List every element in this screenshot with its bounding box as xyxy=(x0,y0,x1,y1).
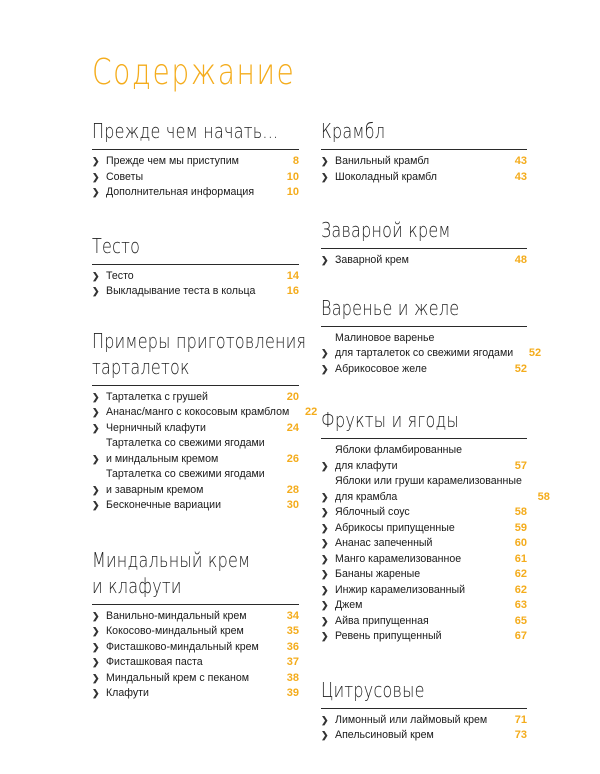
section-heading-text xyxy=(321,295,527,321)
toc-entry[interactable] xyxy=(321,713,527,729)
toc-entry-page-number: 59 xyxy=(514,521,527,534)
section-heading-text xyxy=(321,677,527,703)
toc-entry[interactable] xyxy=(92,154,299,170)
section-divider xyxy=(92,385,299,386)
section-heading-text xyxy=(92,118,299,144)
toc-entry-title xyxy=(106,686,271,702)
toc-entry[interactable] xyxy=(92,390,299,406)
toc-entry-title xyxy=(335,170,499,186)
toc-entry-title xyxy=(106,185,271,201)
section-heading xyxy=(321,677,527,703)
toc-entry-page-number: 39 xyxy=(286,687,299,699)
toc-entry-title-line: Тарталетка со свежими ягодами xyxy=(106,437,265,449)
section-divider xyxy=(321,438,527,439)
toc-entry-title-line: Заварной крем xyxy=(335,254,409,266)
toc-entry-title xyxy=(335,728,499,744)
chevron-right-icon: ❯ xyxy=(92,641,100,652)
toc-entry-title xyxy=(335,536,499,552)
toc-entry-page-number: 48 xyxy=(514,254,527,266)
toc-entry-page-number: 10 xyxy=(286,170,299,183)
chevron-right-icon: ❯ xyxy=(321,255,329,265)
toc-entry-title xyxy=(106,405,289,421)
toc-entry-title-line: Бесконечные вариации xyxy=(106,499,221,511)
chevron-right-icon: ❯ xyxy=(321,600,329,610)
toc-entry-title xyxy=(335,552,499,568)
toc-entry-page-number: 52 xyxy=(514,362,527,375)
toc-entry-title xyxy=(106,269,271,285)
toc-entry[interactable] xyxy=(321,505,527,521)
toc-entry-page-number: 36 xyxy=(286,640,299,653)
toc-entry[interactable] xyxy=(92,185,299,201)
toc-entry-page-number: 62 xyxy=(514,583,527,596)
toc-entry-title-line: Тесто xyxy=(106,269,134,282)
chevron-right-icon: ❯ xyxy=(321,491,329,502)
toc-entry-title-line: Джем xyxy=(335,599,363,611)
toc-entry-page-number: 62 xyxy=(514,568,527,580)
toc-section xyxy=(321,407,550,645)
toc-entry-title-line: Дополнительная информация xyxy=(106,186,255,198)
toc-entry[interactable] xyxy=(92,671,299,687)
toc-entry-page-number: 14 xyxy=(286,269,299,282)
section-divider xyxy=(321,708,527,709)
toc-entry-title xyxy=(106,284,271,300)
toc-entry[interactable] xyxy=(321,521,527,537)
chevron-right-icon: ❯ xyxy=(92,500,100,510)
section-heading-text xyxy=(92,547,299,599)
toc-entry[interactable] xyxy=(321,598,527,614)
chevron-right-icon: ❯ xyxy=(321,730,329,740)
toc-entry[interactable] xyxy=(92,686,299,702)
toc-entry-title xyxy=(106,498,271,514)
toc-entry[interactable] xyxy=(321,552,527,568)
toc-entry-page-number: 60 xyxy=(514,537,527,549)
toc-column-right xyxy=(321,118,550,774)
toc-entry-page-number: 16 xyxy=(286,285,299,297)
toc-section xyxy=(321,217,527,269)
toc-entry-page-number: 8 xyxy=(292,155,299,167)
toc-entry[interactable] xyxy=(92,170,299,186)
chevron-right-icon: ❯ xyxy=(92,688,100,698)
toc-entry-title xyxy=(335,505,499,521)
section-divider xyxy=(92,264,299,265)
toc-entry[interactable] xyxy=(321,253,527,269)
toc-entry[interactable] xyxy=(92,421,299,437)
toc-entry[interactable] xyxy=(321,443,527,474)
toc-entry-title xyxy=(335,154,499,170)
toc-section xyxy=(92,547,299,702)
chevron-right-icon: ❯ xyxy=(92,422,100,433)
toc-section xyxy=(321,677,527,744)
chevron-right-icon: ❯ xyxy=(321,615,329,626)
toc-entry-title-line: Выкладывание теста в кольца xyxy=(106,285,256,297)
toc-entry-title-line: Клафути xyxy=(106,687,149,699)
section-heading-line: Фрукты и ягоды xyxy=(321,408,460,432)
toc-entry-page-number: 20 xyxy=(286,390,299,403)
section-divider xyxy=(321,248,527,249)
toc-entry-page-number: 61 xyxy=(514,552,527,565)
toc-entry[interactable] xyxy=(321,331,542,362)
chevron-right-icon: ❯ xyxy=(321,569,329,579)
toc-entry-page-number: 63 xyxy=(514,599,527,611)
chevron-right-icon: ❯ xyxy=(92,270,100,281)
toc-entry[interactable] xyxy=(92,498,299,514)
toc-entry-page-number: 57 xyxy=(514,459,527,472)
chevron-right-icon: ❯ xyxy=(321,553,329,564)
toc-entry-title-line: Ананас/манго с кокосовым крамблом xyxy=(106,406,290,418)
section-heading-line: Тесто xyxy=(92,233,141,258)
toc-entry-title-line: и миндальным кремом xyxy=(106,452,219,465)
toc-entry[interactable] xyxy=(321,728,527,744)
section-heading-text xyxy=(92,328,307,380)
toc-section xyxy=(92,328,318,514)
toc-entry-page-number: 35 xyxy=(286,625,299,637)
toc-entry-page-number: 43 xyxy=(514,170,527,183)
toc-entry[interactable] xyxy=(321,474,550,505)
toc-entry-title xyxy=(106,390,271,406)
page-title: Содержание xyxy=(92,52,296,93)
toc-entry[interactable] xyxy=(321,536,527,552)
chevron-right-icon: ❯ xyxy=(92,672,100,683)
toc-section xyxy=(321,118,527,185)
toc-entry-title xyxy=(335,583,499,599)
section-divider xyxy=(92,604,299,605)
toc-entry-page-number: 22 xyxy=(305,406,318,418)
toc-entry-title xyxy=(106,436,271,467)
toc-entry[interactable] xyxy=(92,284,299,300)
toc-entry-title-line: для клафути xyxy=(335,459,398,472)
toc-entry-title xyxy=(106,609,271,625)
chevron-right-icon: ❯ xyxy=(321,714,329,725)
toc-entry-title-line: Ванильный крамбл xyxy=(335,155,430,167)
toc-column-left xyxy=(92,118,318,702)
toc-entry-title-line: Бананы жареные xyxy=(335,568,421,580)
toc-entry-title-line: Айва припущенная xyxy=(335,614,429,627)
toc-entry-page-number: 28 xyxy=(286,483,299,496)
chevron-right-icon: ❯ xyxy=(92,156,100,166)
toc-entry-title-line: Инжир карамелизованный xyxy=(335,583,466,596)
section-heading-line: Миндальный крем xyxy=(92,547,251,572)
toc-entry-title xyxy=(106,671,271,687)
toc-entry-title-line: Яблоки фламбированные xyxy=(335,444,463,456)
chevron-right-icon: ❯ xyxy=(321,156,329,166)
toc-entry-title-line: для тарталеток со свежими ягодами xyxy=(335,347,514,359)
toc-entry-title-line: и заварным кремом xyxy=(106,483,204,496)
toc-entry[interactable] xyxy=(321,614,527,630)
toc-entry-title xyxy=(106,624,271,640)
toc-entry[interactable] xyxy=(92,467,299,498)
chevron-right-icon: ❯ xyxy=(321,363,329,374)
toc-entry-title-line: Ананас запеченный xyxy=(335,537,433,549)
section-heading-line: Заварной крем xyxy=(321,218,451,242)
chevron-right-icon: ❯ xyxy=(92,187,100,197)
toc-entry[interactable] xyxy=(92,640,299,656)
chevron-right-icon: ❯ xyxy=(92,391,100,402)
chevron-right-icon: ❯ xyxy=(321,631,329,641)
toc-entry[interactable] xyxy=(92,436,299,467)
toc-entry[interactable] xyxy=(321,567,527,583)
toc-entry[interactable] xyxy=(321,583,527,599)
toc-entry-page-number: 34 xyxy=(286,609,299,622)
chevron-right-icon: ❯ xyxy=(321,171,329,182)
toc-entry[interactable] xyxy=(321,629,527,645)
section-heading xyxy=(321,118,527,144)
toc-entry-title xyxy=(335,474,522,505)
toc-entry[interactable] xyxy=(321,362,527,378)
toc-entry[interactable] xyxy=(92,269,299,285)
section-heading-text xyxy=(321,407,527,433)
toc-entry-title-line: Ванильно-миндальный крем xyxy=(106,609,247,622)
toc-entry-title-line: Тарталетка с грушей xyxy=(106,390,208,403)
section-heading xyxy=(321,295,527,321)
toc-entry-title xyxy=(335,567,499,583)
toc-section xyxy=(92,233,299,300)
toc-entry-title-line: Фисташково-миндальный крем xyxy=(106,640,259,653)
section-heading xyxy=(92,547,299,599)
toc-entry-title-line: Абрикосы припущенные xyxy=(335,521,455,534)
toc-entry-page-number: 10 xyxy=(286,186,299,198)
section-heading-text xyxy=(92,233,299,259)
toc-entry-title-line: Яблоки или груши карамелизованные xyxy=(335,475,522,487)
chevron-right-icon: ❯ xyxy=(92,657,100,667)
section-heading xyxy=(92,233,299,259)
section-divider xyxy=(321,149,527,150)
chevron-right-icon: ❯ xyxy=(321,460,329,471)
section-heading-line: Примеры приготовления xyxy=(92,328,307,353)
toc-entry-page-number: 38 xyxy=(286,671,299,684)
section-heading-line: Крамбл xyxy=(321,119,386,143)
toc-entry-page-number: 58 xyxy=(514,506,527,518)
toc-entry-title xyxy=(335,253,499,269)
toc-entry-page-number: 52 xyxy=(528,347,542,359)
toc-entry-title xyxy=(106,421,271,437)
toc-entry-title xyxy=(106,640,271,656)
toc-entry-title-line: Шоколадный крамбл xyxy=(335,170,437,183)
chevron-right-icon: ❯ xyxy=(92,407,100,417)
toc-entry-title xyxy=(335,521,499,537)
section-heading xyxy=(321,217,527,243)
chevron-right-icon: ❯ xyxy=(92,484,100,495)
chevron-right-icon: ❯ xyxy=(321,507,329,517)
toc-entry-page-number: 71 xyxy=(514,713,527,726)
toc-entry-title-line: Лимонный или лаймовый крем xyxy=(335,713,488,726)
section-heading-text xyxy=(321,217,527,243)
chevron-right-icon: ❯ xyxy=(321,522,329,533)
chevron-right-icon: ❯ xyxy=(321,584,329,595)
toc-entry[interactable] xyxy=(321,154,527,170)
toc-entry-title-line: Фисташковая паста xyxy=(106,656,203,668)
section-heading-line: Прежде чем начать... xyxy=(92,119,279,143)
toc-entry-page-number: 26 xyxy=(286,452,299,465)
chevron-right-icon: ❯ xyxy=(92,171,100,182)
section-heading-line: и клафути xyxy=(92,573,182,598)
section-heading xyxy=(92,328,307,380)
toc-entry-page-number: 67 xyxy=(514,630,527,642)
toc-entry[interactable] xyxy=(321,170,527,186)
toc-entry-page-number: 73 xyxy=(514,729,527,741)
toc-section xyxy=(321,295,542,378)
toc-section xyxy=(92,118,299,201)
toc-entry[interactable] xyxy=(92,405,318,421)
toc-entry-title-line: Манго карамелизованное xyxy=(335,552,462,565)
chevron-right-icon: ❯ xyxy=(92,626,100,636)
toc-entry-page-number: 24 xyxy=(286,421,299,434)
chevron-right-icon: ❯ xyxy=(92,610,100,621)
toc-entry[interactable] xyxy=(92,609,299,625)
toc-entry-title xyxy=(335,598,499,614)
section-heading-line: Варенье и желе xyxy=(321,295,460,320)
toc-entry-title-line: Кокосово-миндальный крем xyxy=(106,625,244,637)
toc-entry-page-number: 58 xyxy=(537,490,550,503)
toc-entry-title-line: Яблочный соус xyxy=(335,506,410,518)
toc-entry-title-line: Малиновое варенье xyxy=(335,331,435,344)
chevron-right-icon: ❯ xyxy=(321,348,329,358)
toc-entry-title xyxy=(335,629,499,645)
toc-entry-title xyxy=(335,713,499,729)
toc-entry-title-line: Ревень припущенный xyxy=(335,630,442,642)
toc-entry-title xyxy=(335,331,513,362)
section-heading xyxy=(321,407,527,433)
toc-entry-title-line: Прежде чем мы приступим xyxy=(106,155,239,167)
toc-entry[interactable] xyxy=(92,624,299,640)
toc-entry-title xyxy=(106,655,271,671)
section-divider xyxy=(321,326,527,327)
chevron-right-icon: ❯ xyxy=(92,453,100,464)
section-heading xyxy=(92,118,299,144)
toc-entry-page-number: 65 xyxy=(514,614,527,627)
toc-entry-title xyxy=(106,154,271,170)
section-heading-line: Цитрусовые xyxy=(321,677,425,702)
toc-entry-title xyxy=(106,170,271,186)
toc-entry-page-number: 30 xyxy=(286,499,299,511)
toc-entry-title-line: Апельсиновый крем xyxy=(335,729,434,741)
toc-entry-title xyxy=(335,362,499,378)
section-divider xyxy=(92,149,299,150)
toc-entry-page-number: 43 xyxy=(514,155,527,167)
toc-entry-title-line: Советы xyxy=(106,170,144,183)
toc-entry-title-line: для крамбла xyxy=(335,490,398,503)
toc-entry-title-line: Миндальный крем с пеканом xyxy=(106,671,249,684)
toc-entry-title-line: Абрикосовое желе xyxy=(335,362,427,375)
toc-entry-title xyxy=(335,443,499,474)
toc-entry-title-line: Черничный клафути xyxy=(106,421,206,434)
section-heading-text xyxy=(321,118,527,144)
toc-entry-page-number: 37 xyxy=(286,656,299,668)
toc-entry-title xyxy=(106,467,271,498)
toc-entry[interactable] xyxy=(92,655,299,671)
toc-entry-title xyxy=(335,614,499,630)
chevron-right-icon: ❯ xyxy=(92,286,100,296)
toc-entry-title-line: Тарталетка со свежими ягодами xyxy=(106,468,265,480)
chevron-right-icon: ❯ xyxy=(321,538,329,548)
section-heading-line: тарталеток xyxy=(92,354,190,379)
